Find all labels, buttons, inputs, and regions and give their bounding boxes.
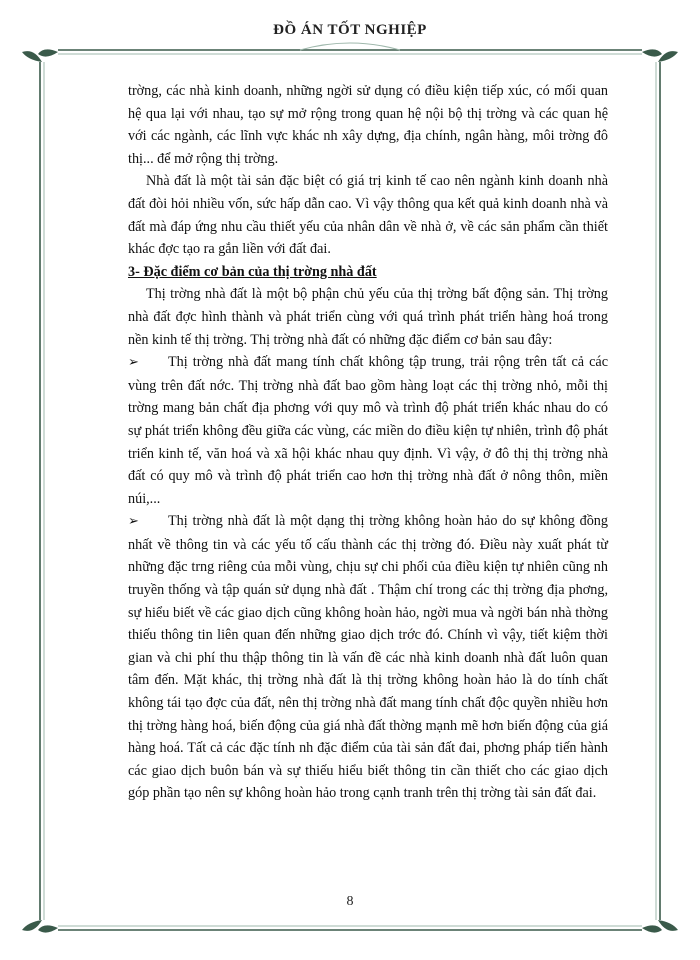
left-border	[22, 51, 44, 931]
bullet-item-decentralized	[128, 351, 608, 510]
arrow-bullet-icon: ➢	[128, 355, 139, 371]
bottom-border	[38, 925, 662, 932]
bullet-item-imperfect-market	[128, 510, 608, 805]
section-heading: 3- Đặc điểm cơ bản của thị trờng nhà đất	[128, 263, 377, 280]
paragraph-real-estate-value: Nhà đất là một tài sản đặc biệt có giá trị kinh tế cao nên ngành kinh doanh nhà đất đòi hỏi nhiều vốn, sức hấp dẫn cao. Vì vậy thông qua kết quả kinh doanh nhà và đất mà đáp ứng nhu cầu thiết yếu của nhân dân về nhà ở, về các sản phẩm cần thiết khác đợc tạo ra gắn liền với đất đai.	[128, 173, 608, 258]
paragraph-continuation: trờng, các nhà kinh doanh, những ngời sử dụng có điều kiện tiếp xúc, có mối quan hệ qua lại với nhau, tạo sự mở rộng trong quan hệ nội bộ thị trờng và các quan hệ với các ngành, các lĩnh vực khác nh xây dựng, địa chính, ngân hàng, môi trờng đô thị... để mở rộng thị trờng.	[128, 83, 608, 167]
arrow-bullet-icon: ➢	[128, 514, 139, 530]
document-header-title: ĐỒ ÁN TỐT NGHIỆP	[273, 22, 427, 38]
top-border	[38, 43, 662, 57]
document-body	[128, 80, 608, 805]
bullet-text: Thị trờng nhà đất mang tính chất không tập trung, trải rộng trên tất cả các vùng trên đất nớc. Thị trờng nhà đất bao gồm hàng loạt các thị trờng nhỏ, mỗi thị trờng mang bản chất địa phơng với quy mô và trình độ phát triển khác nhau do có sự phát triển không đều giữa các vùng, các miền do điều kiện tự nhiên, trình độ phát triển kinh tế, văn hoá và xã hội khác nhau quy định. Vì vậy, ở đô thị thị trờng nhà đất có quy mô và trình độ phát triển cao hơn thị trờng nhà đất ở nông thôn, miền núi,...	[128, 354, 608, 507]
paragraph-market-intro: Thị trờng nhà đất là một bộ phận chủ yếu của thị trờng bất động sản. Thị trờng nhà đất đợc hình thành và phát triển cùng với quá trình phát triển hàng hoá trong nền kinh tế thị trờng. Thị trờng nhà đất có những đặc điểm cơ bản sau đây:	[128, 286, 608, 348]
page-number: 8	[346, 894, 354, 909]
bullet-text: Thị trờng nhà đất là một dạng thị trờng không hoàn hảo do sự không đồng nhất về thông tin và các yếu tố cấu thành các thị trờng đó. Điều này xuất phát từ những đặc trng riêng của mỗi vùng, chịu sự chi phối của điều kiện tự nhiên cũng nh truyền thống và tập quán sử dụng nhà đất . Thậm chí trong các thị trờng địa phơng, sự hiểu biết về các giao dịch cũng không hoàn hảo, ngời mua và ngời bán nhà thờng thiếu thông tin liên quan đến những giao dịch trớc đó. Chính vì vậy, tiết kiệm thời gian và chi phí thu thập thông tin là vấn đề các nhà kinh doanh nhà đất luôn quan tâm đến. Mặt khác, thị trờng nhà đất là thị trờng không hoàn hảo là do tính chất không tái tạo đợc của đất, nên thị trờng nhà đất mang tính chất độc quyền nhiều hơn thị trờng hàng hoá, biến động của giá nhà đất thờng mạnh mẽ hơn biến động của giá hàng hoá. Tất cả các đặc tính nh đặc điểm của tài sản đất đai, phơng pháp tiến hành các giao dịch buôn bán và sự thiếu hiểu biết thông tin cần thiết cho các giao dịch góp phần tạo nên sự không hoàn hảo trong cạnh tranh trên thị trờng tài sản đất đai.	[128, 513, 608, 802]
right-border	[656, 51, 678, 931]
